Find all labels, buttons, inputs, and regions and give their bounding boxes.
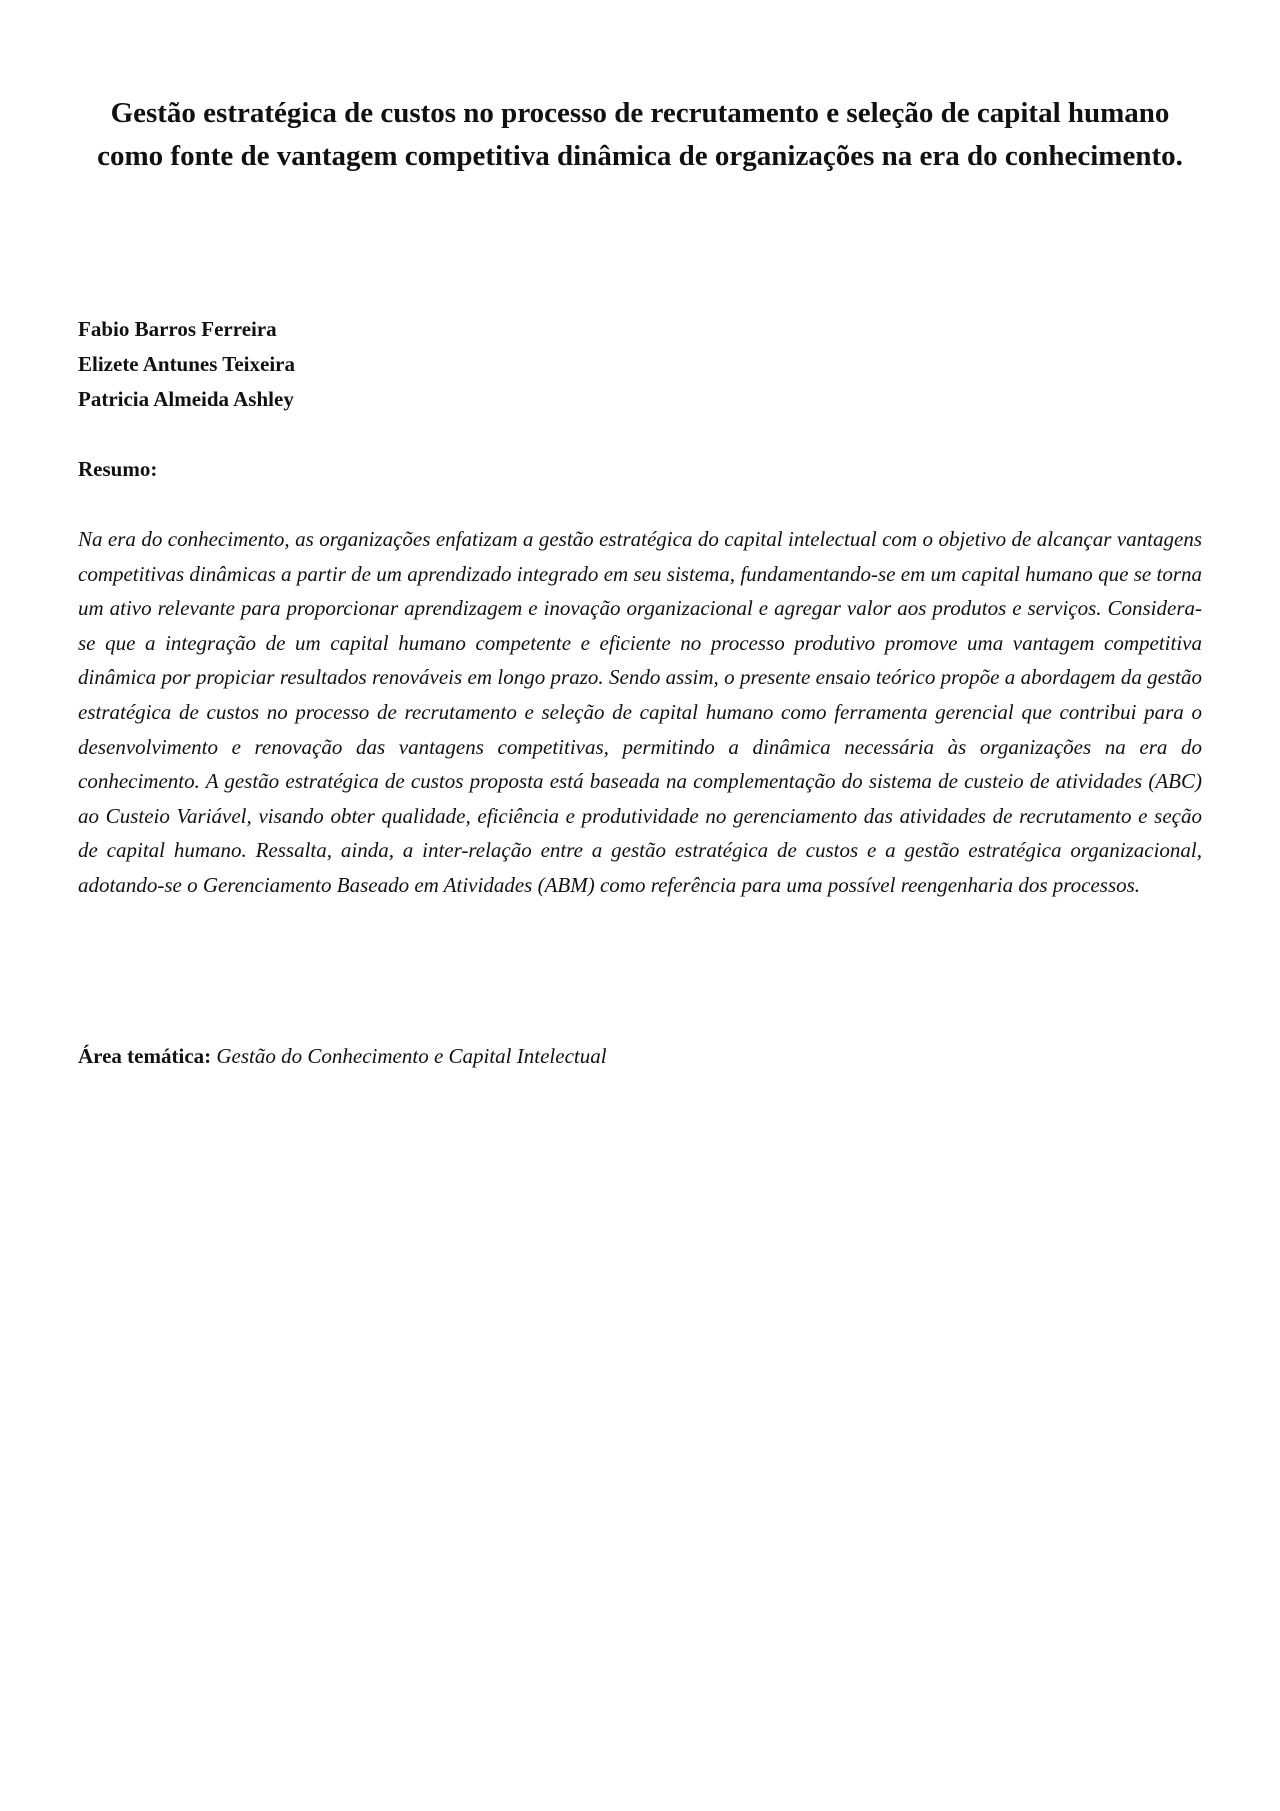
paper-title: Gestão estratégica de custos no processo de recrutamento e seleção de capital humano como fonte de vantagem competitiva dinâmica de organizações na era do conhecimento. [97, 97, 1183, 172]
author-name: Fabio Barros Ferreira [78, 317, 277, 341]
thematic-area-label: Área temática: [78, 1044, 212, 1068]
author-name: Elizete Antunes Teixeira [78, 352, 295, 376]
abstract-text: Na era do conhecimento, as organizações enfatizam a gestão estratégica do capital intelectual com o objetivo de alcançar vantagens competitivas dinâmicas a partir de um aprendizado integrado em seu sistema, fundamentando-se em um capital humano que se torna um ativo relevante para proporcionar aprendizagem e inovação organizacional e agregar valor aos produtos e serviços. Considera-se que a integração de um capital humano competente e eficiente no processo produtivo promove uma vantagem competitiva dinâmica por propiciar resultados renováveis em longo prazo. Sendo assim, o presente ensaio teórico propõe a abordagem da gestão estratégica de custos no processo de recrutamento e seleção de capital humano como ferramenta gerencial que contribui para o desenvolvimento e renovação das vantagens competitivas, permitindo a dinâmica necessária às organizações na era do conhecimento. A gestão estratégica de custos proposta está baseada na complementação do sistema de custeio de atividades (ABC) ao Custeio Variável, visando obter qualidade, eficiência e produtividade no gerenciamento das atividades de recrutamento e seção de capital humano. Ressalta, ainda, a inter-relação entre a gestão estratégica de custos e a gestão estratégica organizacional, adotando-se o Gerenciamento Baseado em Atividades (ABM) como referência para uma possível reengenharia dos processos. [78, 527, 1202, 897]
abstract-heading: Resumo: [78, 457, 158, 481]
author-name: Patricia Almeida Ashley [78, 387, 294, 411]
thematic-area [78, 1041, 1202, 1071]
thematic-area-value: Gestão do Conhecimento e Capital Intelectual [216, 1044, 607, 1068]
author-list [78, 312, 678, 417]
